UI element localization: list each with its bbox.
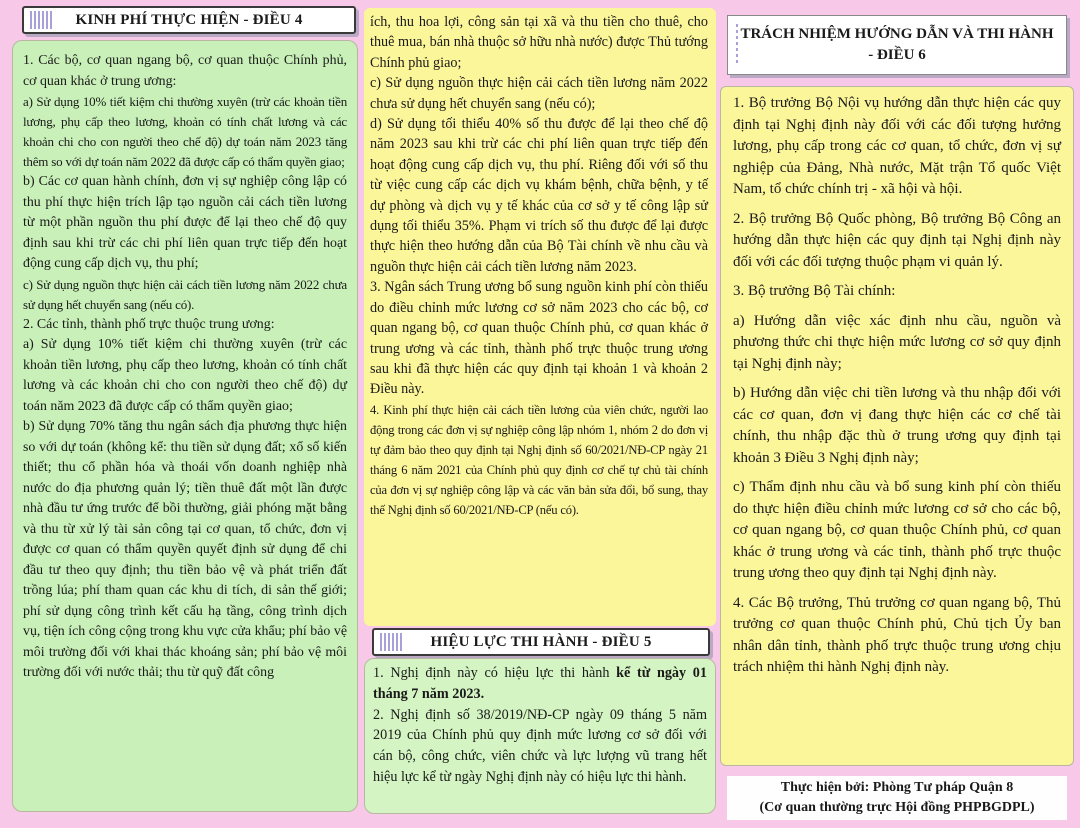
article-4-continued: [364, 8, 716, 626]
paragraph: c) Sử dụng nguồn thực hiện cải cách tiền lương năm 2022 chưa sử dụng hết chuyển sang (nếu có);: [370, 75, 708, 112]
paragraph: 3. Bộ trưởng Bộ Tài chính:: [733, 283, 896, 299]
section-header-article-5-text: HIỆU LỰC THI HÀNH - ĐIỀU 5: [430, 633, 652, 650]
article-6-content: [720, 86, 1074, 766]
paragraph: b) Các cơ quan hành chính, đơn vị sự nghiệp công lập có thu phí thực hiện trích lập tạo nguồn cải cách tiền lương từ một phần nguồn thu phí được để lại theo chế độ quy định sau khi trừ các chi phí liên quan trực tiếp đến hoạt động cung cấp dịch vụ, thu phí;: [23, 174, 347, 271]
section-header-article-5: [372, 628, 710, 656]
paragraph: 2. Nghị định số 38/2019/NĐ-CP ngày 09 tháng 5 năm 2019 của Chính phủ quy định mức lương cơ sở đối với cán bộ, công chức, viên chức và lực lượng vũ trang hết hiệu lực kể từ ngày Nghị định này có hiệu lực thi hành.: [373, 706, 707, 785]
paragraph: 1. Các bộ, cơ quan ngang bộ, cơ quan thuộc Chính phủ, cơ quan khác ở trung ương:: [23, 53, 347, 89]
paragraph: 1. Bộ trưởng Bộ Nội vụ hướng dẫn thực hiện các quy định tại Nghị định này đối với các đối tượng hưởng lương, phụ cấp trong các cơ quan, tổ chức, đơn vị sự nghiệp của Đảng, Nhà nước, Mặt trận Tổ quốc Việt Nam, tổ chức chính trị - xã hội và hội.: [733, 95, 1061, 197]
paragraph: ích, thu hoa lợi, công sản tại xã và thu tiền cho thuê, cho thuê mua, bán nhà thuộc sở hữu nhà nước) được Thủ tướng Chính phủ giao;: [370, 14, 708, 71]
paragraph: a) Hướng dẫn việc xác định nhu cầu, nguồn và phương thức chi thực hiện mức lương cơ sở quy định tại Nghị định này;: [733, 312, 1061, 372]
paragraph: a) Sử dụng 10% tiết kiệm chi thường xuyên (trừ các khoản tiền lương, phụ cấp theo lương, khoản có tính chất lương và các khoản chi cho con người theo chế độ) dự toán năm 2023 tăng thêm so với dự toán năm 2022 đã được cấp có thẩm quyền giao;: [23, 94, 347, 169]
paragraph: [373, 663, 707, 705]
article-4-content: [12, 40, 358, 812]
title-line-1: TRÁCH NHIỆM HƯỚNG DẪN VÀ THI HÀNH: [740, 26, 1054, 42]
effect-text: 1. Nghị định này có hiệu lực thi hành: [373, 665, 617, 681]
section-header-article-6: [727, 15, 1067, 75]
section-header-article-4: [22, 6, 356, 34]
title-line-2: - ĐIỀU 6: [868, 47, 926, 63]
footer-credit: [727, 776, 1067, 820]
paragraph: c) Thẩm định nhu cầu và bổ sung kinh phí còn thiếu do thực hiện điều chỉnh mức lương cơ sở cho các bộ, cơ quan ngang bộ, cơ quan thuộc Chính phủ, cơ quan khác ở trung ương và các tỉnh, thành phố trực thuộc trung ương theo quy định tại Nghị định này.: [733, 479, 1061, 581]
paragraph: 3. Ngân sách Trung ương bổ sung nguồn kinh phí còn thiếu do điều chỉnh mức lương cơ sở năm 2023 cho các bộ, cơ quan ngang bộ, cơ quan thuộc Chính phủ, cơ quan khác ở trung ương và các tỉnh, thành phố trực thuộc trung ương sau khi đã thực hiện các quy định tại khoản 1 và khoản 2 Điều này.: [370, 279, 708, 398]
paragraph: 2. Bộ trưởng Bộ Quốc phòng, Bộ trưởng Bộ Công an hướng dẫn thực hiện các quy định tại Nghị định này đối với các đối tượng thuộc phạm vi quản lý.: [733, 210, 1061, 270]
footer-line-1: Thực hiện bởi: Phòng Tư pháp Quận 8: [780, 780, 1014, 795]
paragraph: a) Sử dụng 10% tiết kiệm chi thường xuyên (trừ các khoản tiền lương, phụ cấp theo lương, khoản có tính chất lương và các khoản chi cho con người theo chế độ) dự toán năm 2023 đã được cấp có thẩm quyền giao;: [23, 337, 347, 414]
paragraph: 4. Các Bộ trưởng, Thủ trưởng cơ quan ngang bộ, Thủ trưởng cơ quan thuộc Chính phủ, Chủ tịch Ủy ban nhân dân tỉnh, thành phố trực thuộc trung ương chịu trách nhiệm thi hành Nghị định này.: [733, 594, 1061, 675]
paragraph: c) Sử dụng nguồn thực hiện cải cách tiền lương năm 2022 chưa sử dụng hết chuyển sang (nếu có).: [23, 276, 347, 312]
footer-line-2: (Cơ quan thường trực Hội đồng PHPBGDPL): [759, 800, 1035, 815]
paragraph: 4. Kinh phí thực hiện cải cách tiền lương của viên chức, người lao động trong các đơn vị sự nghiệp công lập nhóm 1, nhóm 2 do đơn vị tự đảm bảo theo quy định tại Nghị định số 60/2021/NĐ-CP ngày 21 tháng 6 năm 2021 của Chính phủ quy định cơ chế tự chủ tài chính của đơn vị sự nghiệp công lập và các văn bản sửa đổi, bổ sung, thay thế Nghị định số 60/2021/NĐ-CP (nếu có).: [370, 402, 708, 517]
section-header-article-4-text: KINH PHÍ THỰC HIỆN - ĐIỀU 4: [75, 11, 303, 28]
effect-date: kể từ ngày 01 tháng 7 năm 2023.: [373, 665, 707, 702]
paragraph: d) Sử dụng tối thiểu 40% số thu được để lại theo chế độ năm 2023 sau khi trừ các chi phí liên quan trực tiếp đến hoạt động cung cấp dịch vụ, thu phí. Riêng đối với số thu từ việc cung cấp các dịch vụ khám bệnh, chữa bệnh, y tế dự phòng và dịch vụ y tế khác của cơ sở y tế công lập sử dụng tối thiểu 35%. Phạm vi trích số thu được để lại được thực hiện theo hướng dẫn của Bộ Tài chính về nhu cầu và nguồn thực hiện cải cách tiền lương năm 2023.: [370, 116, 708, 275]
paragraph: b) Sử dụng 70% tăng thu ngân sách địa phương thực hiện so với dự toán (không kể: thu tiền sử dụng đất; xổ số kiến thiết; thu cổ phần hóa và thoái vốn doanh nghiệp nhà nước do địa phương quản lý; tiền thuê đất một lần được nhà đầu tư ứng trước để bồi thường, giải phóng mặt bằng và thu từ xử lý tài sản công tại cơ quan, tổ chức, đơn vị được cơ quan có thẩm quyền quyết định sử dụng để chi đầu tư theo quy định; thu tiền bảo vệ và phát triển đất trồng lúa; phí tham quan các khu di tích, di sản thế giới; phí sử dụng công trình kết cấu hạ tầng, công trình dịch vụ, tiện ích công cộng trong khu vực cửa khẩu; phí bảo vệ môi trường đối với khai thác khoáng sản; phí bảo vệ môi trường đối với nước thải; thu từ quỹ đất công: [23, 419, 347, 680]
paragraph: b) Hướng dẫn việc chi tiền lương và thu nhập đối với các cơ quan, đơn vị đang thực hiện các cơ chế tài chính, thu nhập đặc thù ở trung ương quy định tại khoản 3 Điều 3 Nghị định này;: [733, 385, 1061, 466]
article-5-content: [364, 658, 716, 814]
paragraph: 2. Các tỉnh, thành phố trực thuộc trung ương:: [23, 316, 275, 332]
